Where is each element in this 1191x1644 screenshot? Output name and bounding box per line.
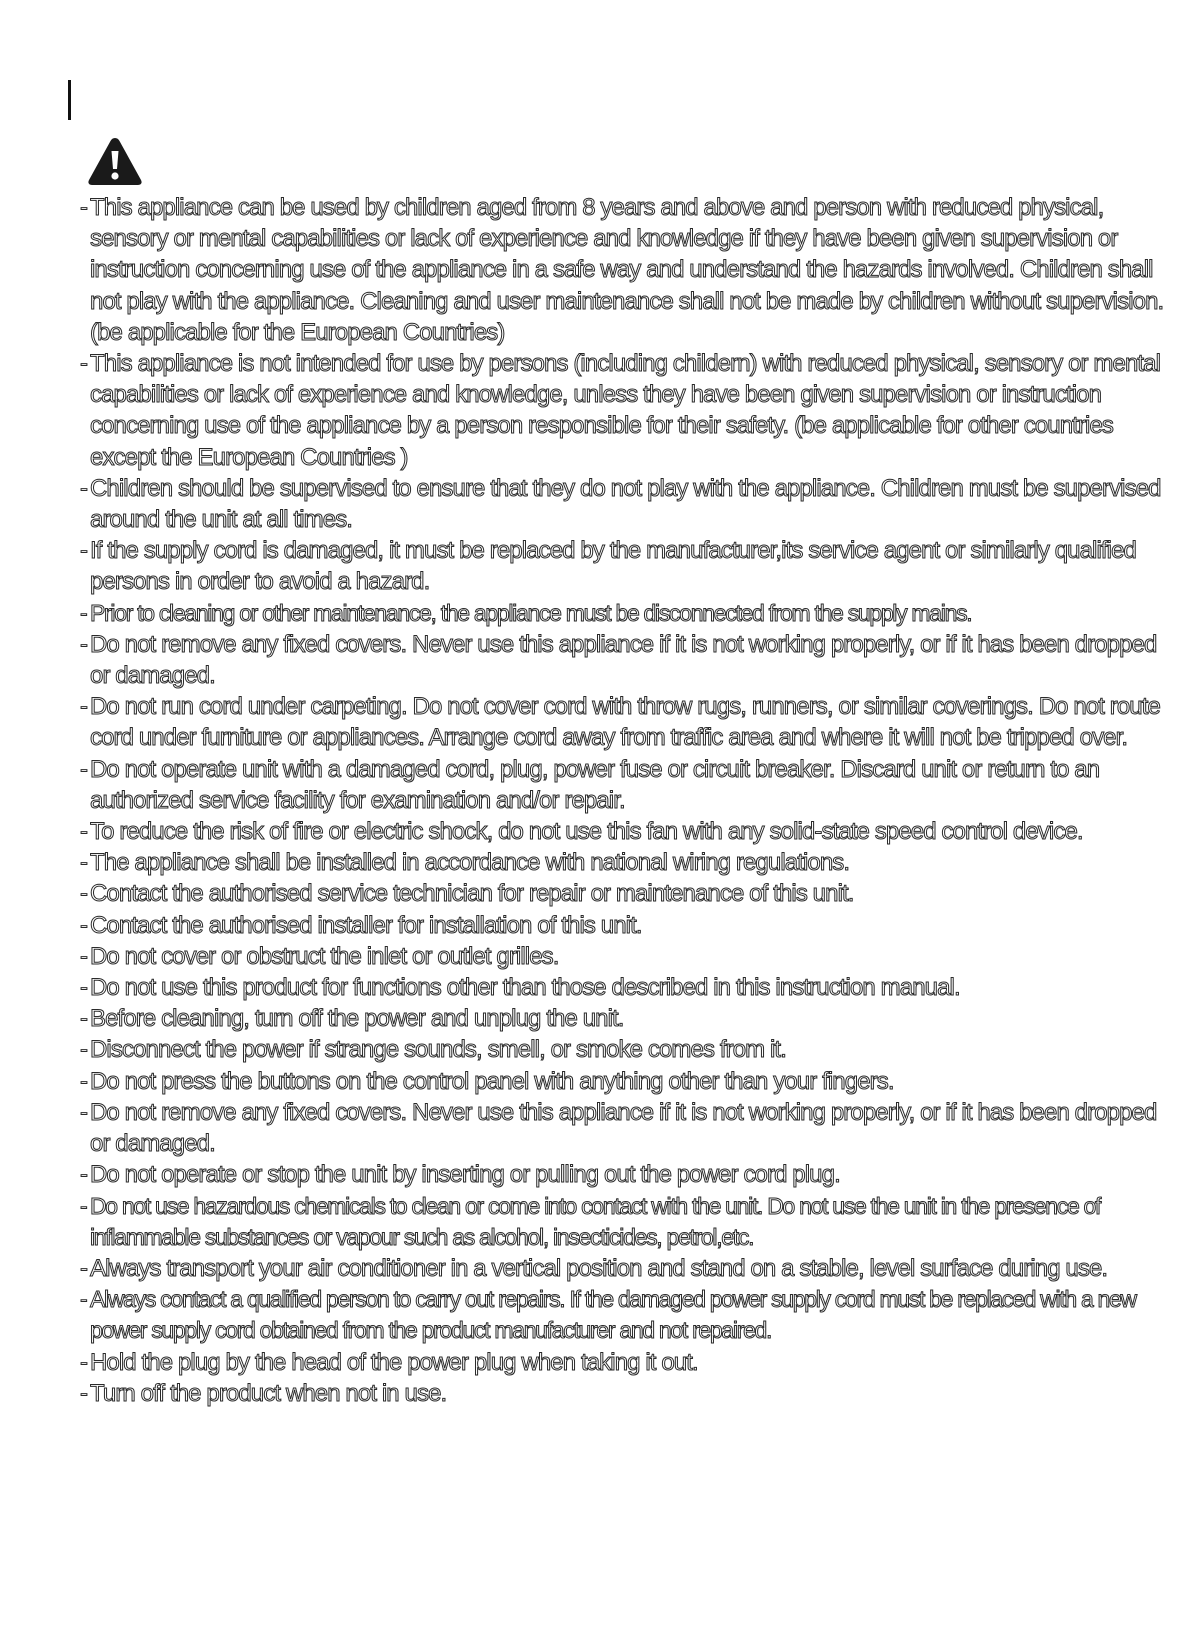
warning-item: - Always contact a qualified person to carry out repairs. If the damaged power supply cord must be replaced with a new power supply cord obtained from the product manufacturer and not repaired. — [80, 1286, 1136, 1344]
warning-item: - Prior to cleaning or other maintenance, the appliance must be disconnected from the supply mains. — [80, 599, 972, 626]
warning-item: - Disconnect the power if strange sounds, smell, or smoke comes from it. — [80, 1036, 786, 1064]
warning-item: - Do not run cord under carpeting. Do not cover cord with throw rugs, runners, or similar coverings. Do not route cord under furniture or appliances. Arrange cord away from traffic area and where it will not be tripped over. — [80, 693, 1160, 752]
warning-item: - Do not operate unit with a damaged cord, plug, power fuse or circuit breaker. Discard unit or return to an authorized service facility for examination and/or repair. — [80, 755, 1100, 814]
warning-item: - To reduce the risk of fire or electric shock, do not use this fan with any solid-state speed control device. — [80, 818, 1083, 846]
safety-warning-list — [80, 192, 1180, 1409]
warning-item: - The appliance shall be installed in accordance with national wiring regulations. — [80, 849, 850, 877]
warning-item: - This appliance can be used by children aged from 8 years and above and person with reduced physical, sensory or mental capabilities or lack of experience and knowledge if they have been given supervision or instruction concerning use of the appliance in a safe way and understand the hazards involved. Children shall not play with the appliance. Cleaning and user maintenance shall not be made by children without supervision. (be applicable for the European Countries) — [80, 194, 1164, 346]
warning-triangle-icon — [86, 135, 144, 187]
warning-item: - Do not press the buttons on the control panel with anything other than your fingers. — [80, 1067, 894, 1095]
warning-item: - Contact the authorised service technician for repair or maintenance of this unit. — [80, 880, 854, 908]
warning-item: - This appliance is not intended for use by persons (including childern) with reduced physical, sensory or mental capabilities or lack of experience and knowledge, unless they have been given supervision or instruction concerning use of the appliance by a person responsible for their safety. (be applicable for other countries except the European Countries ) — [80, 350, 1161, 471]
warning-item: - Do not use hazardous chemicals to clean or come into contact with the unit. Do not use the unit in the presence of inflammable substances or vapour such as alcohol, insecticides, petrol,etc. — [80, 1192, 1101, 1250]
warning-item: - Do not cover or obstruct the inlet or outlet grilles. — [80, 942, 559, 970]
warning-item: - Before cleaning, turn off the power and unplug the unit. — [80, 1005, 624, 1033]
warning-item: - Do not use this product for functions other than those described in this instruction manual. — [80, 974, 960, 1002]
warning-item: - Do not remove any fixed covers. Never use this appliance if it is not working properly, or if it has been dropped or damaged. — [80, 630, 1157, 690]
warning-item: - Turn off the product when not in use. — [80, 1379, 447, 1407]
warning-item: - Always transport your air conditioner in a vertical position and stand on a stable, level surface during use. — [80, 1254, 1108, 1282]
warning-item: - Children should be supervised to ensure that they do not play with the appliance. Children must be supervised around the unit at all times. — [80, 474, 1161, 534]
warning-item: - Do not remove any fixed covers. Never use this appliance if it is not working properly, or if it has been dropped or damaged. — [80, 1098, 1157, 1158]
warning-item: - Hold the plug by the head of the power plug when taking it out. — [80, 1348, 698, 1376]
warning-item: - Do not operate or stop the unit by inserting or pulling out the power cord plug. — [80, 1161, 840, 1189]
warning-item: - If the supply cord is damaged, it must be replaced by the manufacturer,its service agent or similarly qualified persons in order to avoid a hazard. — [80, 537, 1136, 596]
warning-item: - Contact the authorised installer for installation of this unit. — [80, 911, 642, 939]
page-edge-mark — [68, 80, 71, 120]
